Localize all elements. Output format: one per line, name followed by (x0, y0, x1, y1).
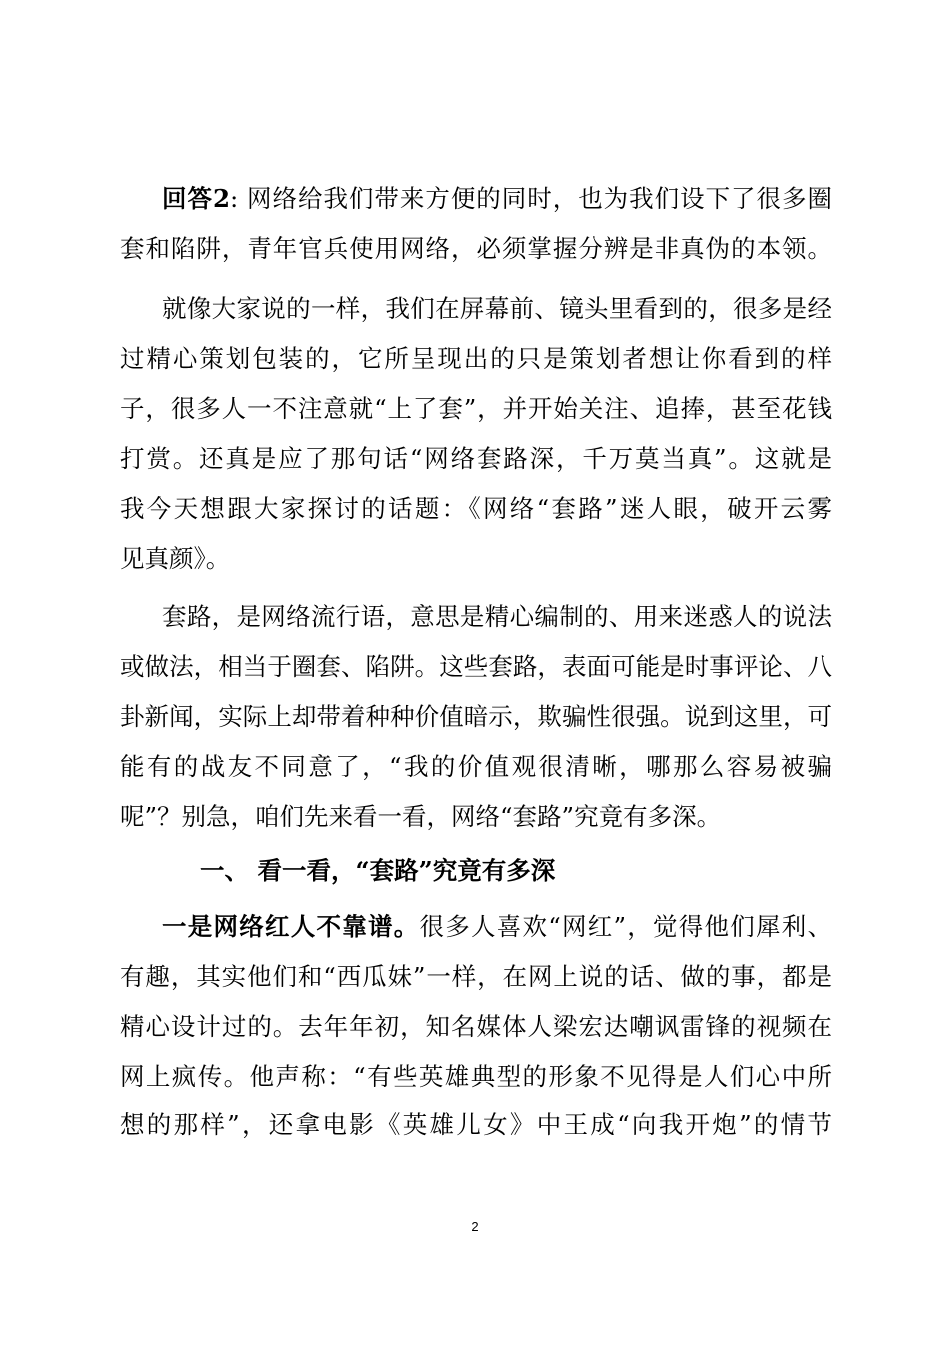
paragraph-3-line-1: 套路，是网络流行语，意思是精心编制的、用来迷惑人的说法 (162, 602, 832, 631)
paragraph-2-line-4: 打赏。还真是应了那句话“网络套路深，千万莫当真”。这就是 (120, 444, 832, 473)
paragraph-2-line-2: 过精心策划包装的，它所呈现出的只是策划者想让你看到的样 (120, 344, 832, 373)
paragraph-2-line-6: 见真颜》。 (120, 544, 231, 573)
paragraph-1-line-1: 回答2: 网络给我们带来方便的同时，也为我们设下了很多圈 (162, 184, 832, 213)
paragraph-4-line-4: 网上疯传。他声称：“有些英雄典型的形象不见得是人们心中所 (120, 1062, 832, 1091)
paragraph-4-line-3: 精心设计过的。去年年初，知名媒体人梁宏达嘲讽雷锋的视频在 (120, 1012, 832, 1041)
paragraph-2-line-5: 我今天想跟大家探讨的话题：《网络“套路”迷人眼，破开云雾 (120, 494, 832, 523)
paragraph-1-line-2: 套和陷阱，青年官兵使用网络，必须掌握分辨是非真伪的本领。 (120, 234, 832, 263)
section-heading: 一、 看一看，“套路”究竟有多深 (200, 856, 556, 885)
paragraph-4-line-2: 有趣，其实他们和“西瓜妹”一样，在网上说的话、做的事，都是 (120, 962, 832, 991)
answer-label: 回答2 (162, 184, 230, 213)
paragraph-2-line-3: 子，很多人一不注意就“上了套”，并开始关注、追捧，甚至花钱 (120, 394, 832, 423)
paragraph-4-line-5: 想的那样”，还拿电影《英雄儿女》中王成“向我开炮”的情节 (120, 1110, 832, 1139)
paragraph-3-line-5: 呢”？别急，咱们先来看一看，网络“套路”究竟有多深。 (120, 802, 722, 831)
paragraph-2-line-1: 就像大家说的一样，我们在屏幕前、镜头里看到的，很多是经 (162, 294, 832, 323)
page-number: 2 (471, 1219, 479, 1234)
paragraph-3-line-2: 或做法，相当于圈套、陷阱。这些套路，表面可能是时事评论、八 (120, 652, 832, 681)
paragraph-3-line-3: 卦新闻，实际上却带着种种价值暗示，欺骗性很强。说到这里，可 (120, 702, 832, 731)
paragraph-4-line-1: 一是网络红人不靠谱。很多人喜欢“网红”，觉得他们犀利、 (162, 912, 832, 941)
paragraph-3-line-4: 能有的战友不同意了，“我的价值观很清晰，哪那么容易被骗 (120, 752, 832, 781)
point-label: 一是网络红人不靠谱。 (162, 912, 420, 941)
